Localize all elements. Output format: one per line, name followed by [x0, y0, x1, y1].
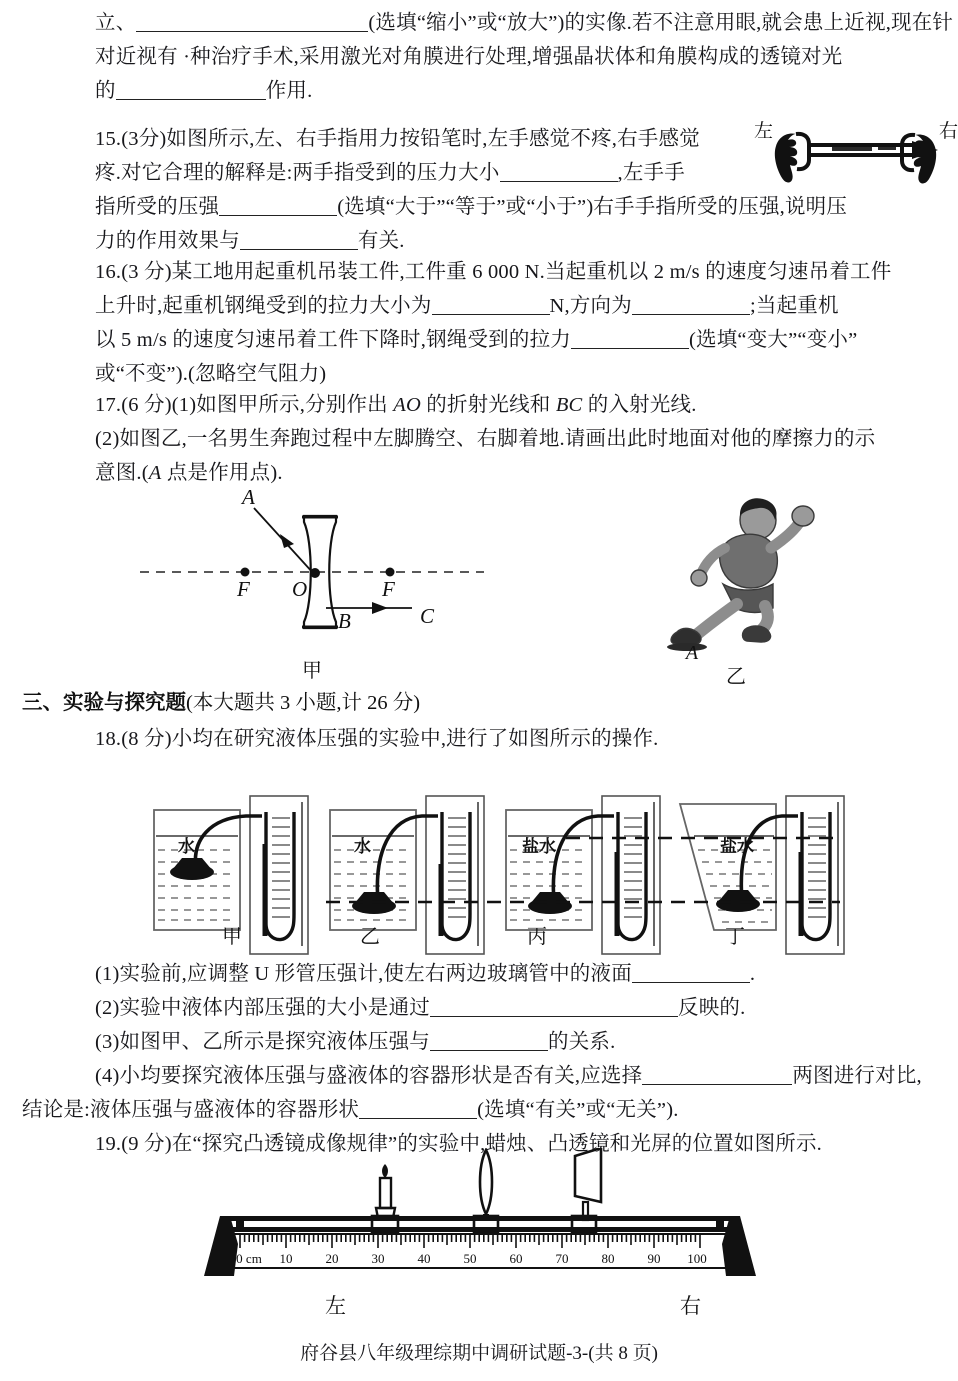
lens-figure-caption: 甲	[302, 660, 322, 682]
pencil-press-figure	[752, 120, 958, 186]
q18-sub-3: (3)如图甲、乙所示是探究液体压强与 的关系.	[95, 1031, 616, 1053]
answer-blank[interactable]	[430, 997, 678, 1017]
q18-sub-4: (4)小均要探究液体压强与盛液体的容器形状是否有关,应选择 两图进行对比,	[95, 1065, 922, 1087]
q14-line-1: 立、 (选填“缩小”或“放大”)的实像.若不注意用眼,就会患上近视,现在针	[95, 12, 954, 34]
pencil-fingers-icon	[752, 120, 958, 186]
answer-blank[interactable]	[430, 1031, 548, 1051]
q14-line-3: 的 作用.	[95, 80, 313, 102]
q18-sub-4-line-2: 结论是:液体压强与盛液体的容器形状 (选填“有关”或“无关”).	[22, 1099, 679, 1121]
q19-stem-text: 19.(9 分)在“探究凸透镜成像规律”的实验中,蜡烛、凸透镜和光屏的位置如图所示.	[95, 1133, 822, 1155]
question-18-stem	[95, 722, 957, 756]
page-footer: 府谷县八年级理综期中调研试题-3-(共 8 页)	[300, 1343, 658, 1364]
apparatus-caption-4: 丁	[725, 926, 745, 948]
apparatus-caption-1: 甲	[222, 926, 242, 948]
svg-text:盐水: 盐水	[720, 837, 754, 857]
svg-text:80: 80	[601, 1251, 615, 1266]
svg-text:20: 20	[325, 1251, 339, 1266]
pencil-left-label: 左	[754, 121, 774, 142]
q18-stem-text: 18.(8 分)小均在研究液体压强的实验中,进行了如图所示的操作.	[95, 728, 659, 750]
svg-text:F: F	[382, 577, 395, 601]
q15-line-1: 15.(3分)如图所示,左、右手指用力按铅笔时,左手感觉不疼,右手感觉	[95, 128, 700, 150]
bench-left-label: 左	[325, 1294, 346, 1318]
svg-text:水: 水	[178, 837, 195, 857]
running-boy-illustration	[655, 492, 835, 652]
q18-sub-1: (1)实验前,应调整 U 形管压强计,使左右两边玻璃管中的液面 .	[95, 963, 756, 985]
pencil-right-label: 右	[938, 121, 958, 142]
answer-blank[interactable]	[219, 196, 337, 216]
svg-text:100: 100	[687, 1251, 707, 1266]
bench-right-label: 右	[680, 1294, 701, 1318]
optical-bench-figure	[200, 1148, 760, 1323]
runner-figure-caption: 乙	[726, 666, 746, 688]
q14-line-2: 对近视有 ·种治疗手术,采用激光对角膜进行处理,增强晶状体和角膜构成的透镜对光	[95, 46, 843, 68]
answer-blank[interactable]	[571, 329, 689, 349]
svg-text:O: O	[292, 577, 308, 601]
q15-line-2: 疼.对它合理的解释是:两手指受到的压力大小 ,左手手	[95, 162, 685, 184]
answer-blank[interactable]	[642, 1065, 792, 1085]
apparatus-caption-2: 乙	[360, 926, 380, 948]
optical-bench-diagram	[200, 1148, 760, 1298]
apparatus-caption-3: 丙	[527, 926, 547, 948]
concave-lens-figure	[132, 486, 492, 686]
question-16	[95, 255, 957, 391]
answer-blank[interactable]	[359, 1099, 477, 1119]
section-3-subtitle: (本大题共 3 小题,计 26 分)	[186, 692, 421, 714]
svg-text:C: C	[420, 604, 435, 628]
svg-text:70: 70	[555, 1251, 569, 1266]
running-boy-figure	[655, 492, 870, 687]
q17-line-2: (2)如图乙,一名男生奔跑过程中左脚腾空、右脚着地.请画出此时地面对他的摩擦力的示	[95, 428, 876, 450]
section-3-title: 三、实验与探究题	[22, 692, 186, 714]
q16-line-3: 以 5 m/s 的速度匀速吊着工件下降时,钢绳受到的拉力 (选填“变大”“变小”	[95, 329, 858, 351]
question-14-tail	[95, 6, 955, 108]
svg-text:水: 水	[354, 837, 371, 857]
q16-line-4: 或“不变”).(忽略空气阻力)	[95, 363, 327, 385]
svg-text:40: 40	[417, 1251, 431, 1266]
svg-text:30: 30	[371, 1251, 385, 1266]
svg-text:盐水: 盐水	[522, 837, 556, 857]
q15-line-4: 力的作用效果与 有关.	[95, 230, 405, 252]
q16-line-1: 16.(3 分)某工地用起重机吊装工件,工件重 6 000 N.当起重机以 2 m/s 的速度匀速吊着工件	[95, 261, 892, 283]
answer-blank[interactable]	[136, 12, 368, 32]
runner-point-label: A	[685, 642, 699, 664]
q15-line-3: 指所受的压强 (选填“大于”“等于”或“小于”)右手手指所受的压强,说明压	[95, 196, 848, 218]
q18-sub-2: (2)实验中液体内部压强的大小是通过 反映的.	[95, 997, 746, 1019]
svg-text:90: 90	[647, 1251, 661, 1266]
answer-blank[interactable]	[632, 295, 750, 315]
svg-text:B: B	[338, 609, 351, 633]
svg-text:F: F	[237, 577, 250, 601]
q17-line-1: 17.(6 分)(1)如图甲所示,分别作出 AO 的折射光线和 BC 的入射光线.	[95, 394, 697, 416]
svg-text:60: 60	[509, 1251, 523, 1266]
section-3-heading	[22, 688, 420, 718]
answer-blank[interactable]	[500, 162, 618, 182]
question-18-subs	[95, 957, 957, 1093]
svg-text:A: A	[242, 486, 255, 509]
svg-text:10: 10	[279, 1251, 293, 1266]
answer-blank[interactable]	[432, 295, 550, 315]
answer-blank[interactable]	[632, 963, 750, 983]
answer-blank[interactable]	[116, 80, 266, 100]
liquid-pressure-apparatus-figure	[150, 762, 850, 962]
q17-line-3: 意图.(A 点是作用点).	[95, 462, 283, 484]
q16-line-2: 上升时,起重机钢绳受到的拉力大小为 N,方向为 ;当起重机	[95, 295, 839, 317]
question-18-sub4-cont	[22, 1093, 952, 1127]
concave-lens-diagram	[132, 486, 492, 656]
answer-blank[interactable]	[240, 230, 358, 250]
svg-text:50: 50	[463, 1251, 477, 1266]
question-17	[95, 388, 957, 490]
svg-text:0 cm: 0 cm	[236, 1251, 262, 1266]
